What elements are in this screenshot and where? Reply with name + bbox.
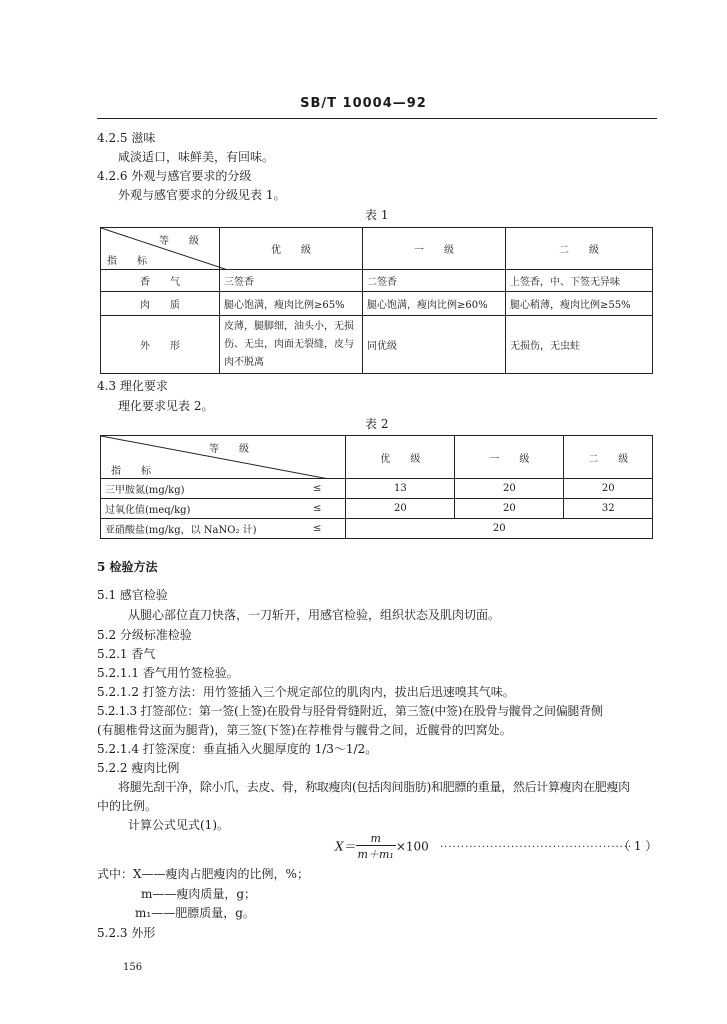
table2-diagonal-header (101, 436, 346, 479)
table-row (101, 270, 653, 292)
formula-rhs: ×100 (395, 839, 429, 854)
section-heading-5-2-3: 5.2.3 外形 (97, 926, 156, 940)
table-1 (100, 227, 653, 374)
table-cell: 20 (455, 479, 564, 499)
table-row (101, 499, 653, 519)
formula-equation-number: （ 1 ） (618, 839, 658, 853)
table-cell: 20 (346, 499, 455, 519)
table2-row-label: 过氧化值(meq/kg) (101, 499, 290, 519)
table1-row-label: 香 气 (101, 270, 220, 292)
table-cell-merged: 20 (346, 519, 653, 539)
clause-5-2-1-4: 5.2.1.4 打签深度：垂直插入火腿厚度的 1/3～1/2。 (97, 742, 378, 756)
table2-row-op: ≤ (289, 519, 346, 539)
table1-row-label: 外 形 (101, 316, 220, 374)
clause-5-2-1-1: 5.2.1.1 香气用竹签检验。 (97, 666, 239, 680)
table1-head-grade: 等 级 (159, 236, 199, 247)
table-cell: 腿心饱满，瘦肉比例≥60% (363, 292, 506, 316)
section-heading-5-2-2: 5.2.2 瘦肉比例 (97, 761, 180, 775)
section-heading-4-2-5: 4.2.5 滋味 (97, 131, 156, 145)
table2-row-label: 三甲胺氮(mg/kg) (101, 479, 290, 499)
table2-col-header: 优 级 (346, 436, 455, 479)
section-heading-4-3: 4.3 理化要求 (97, 379, 168, 393)
table1-col-header: 优 级 (220, 228, 363, 270)
clause-5-2-1-3-line1: 5.2.1.3 打签部位：第一签(上签)在股骨与胫骨骨缝附近，第三签(中签)在股骨与髋骨之间偏腿背侧 (97, 704, 603, 718)
table-cell: 13 (346, 479, 455, 499)
table-row (101, 292, 653, 316)
formula-1 (335, 832, 429, 862)
section-heading-5-2-1: 5.2.1 香气 (97, 647, 156, 661)
table-cell: 20 (564, 479, 653, 499)
where-m: m——瘦肉质量，g； (141, 887, 257, 901)
clause-5-2-1-3-line2: (有腿椎骨这面为腿背)，第三签(下签)在荐椎骨与髋骨之间，近髋骨的凹窝处。 (97, 723, 512, 737)
table-cell: 同优级 (363, 316, 506, 374)
section-heading-5-1: 5.1 感官检验 (97, 588, 168, 602)
where-x: 式中：X——瘦肉占肥瘦肉的比例，%； (97, 867, 309, 881)
formula-fraction (356, 832, 396, 862)
section-body-4-2-6: 外观与感官要求的分级见表 1。 (118, 188, 286, 202)
table-cell-line: 伤、无虫，肉面无裂缝，皮与 (224, 338, 354, 350)
formula-numerator: m (356, 832, 396, 846)
table2-row-op: ≤ (289, 499, 346, 519)
table1-head-index: 指 标 (107, 256, 147, 267)
formula-leader-dots: ·············································· (440, 842, 633, 853)
section-body-5-2-2-line2: 中的比例。 (97, 799, 158, 813)
table2-row-label: 亚硝酸盐(mg/kg，以 NaNO₂ 计) (101, 519, 290, 539)
table2-head-index: 指 标 (111, 466, 151, 477)
section-heading-5-2: 5.2 分级标准检验 (97, 628, 192, 642)
table2-col-header: 一 级 (455, 436, 564, 479)
table2-row-op: ≤ (289, 479, 346, 499)
table-cell: 腿心饱满，瘦肉比例≥65% (220, 292, 363, 316)
table-row (101, 479, 653, 499)
section-body-5-2-2-line1: 将腿先刮干净，除小爪，去皮、骨，称取瘦肉(包括肉间脂肪)和肥膘的重量，然后计算瘦肉在肥瘦肉 (118, 780, 630, 794)
table2-col-header: 二 级 (564, 436, 653, 479)
table-row (101, 519, 653, 539)
section-heading-4-2-6: 4.2.6 外观与感官要求的分级 (97, 169, 252, 183)
formula-intro: 计算公式见式(1)。 (128, 818, 229, 832)
table2-head-grade: 等 级 (209, 444, 249, 455)
table-cell-line: 肉不脱离 (224, 356, 264, 368)
section-heading-5: 5 检验方法 (97, 560, 158, 574)
formula-denominator: m＋m₁ (357, 848, 394, 861)
section-body-4-3: 理化要求见表 2。 (118, 399, 214, 413)
table-cell: 三签香 (220, 270, 363, 292)
table-cell: 二签香 (363, 270, 506, 292)
table-cell: 20 (455, 499, 564, 519)
formula-lhs: X＝ (335, 839, 356, 854)
table-2 (100, 435, 653, 539)
table-cell-multiline (220, 316, 363, 374)
table-row (101, 316, 653, 374)
table-cell: 32 (564, 499, 653, 519)
table1-diagonal-header (101, 228, 220, 270)
table-cell: 上签香，中、下签无异味 (506, 270, 653, 292)
clause-5-2-1-2: 5.2.1.2 打签方法：用竹签插入三个规定部位的肌肉内，拔出后迅速嗅其气味。 (97, 685, 515, 699)
table1-col-header: 二 级 (506, 228, 653, 270)
table1-row-label: 肉 质 (101, 292, 220, 316)
table1-col-header: 一 级 (363, 228, 506, 270)
table2-caption: 表 2 (365, 417, 389, 431)
table-cell: 无损伤，无虫蛀 (506, 316, 653, 374)
standard-code-header: SB/T 10004—92 (300, 96, 427, 111)
section-body-5-1: 从腿心部位直刀快落，一刀斩开，用感官检验，组织状态及肌肉切面。 (128, 608, 501, 622)
where-m1: m₁——肥膘质量，g。 (135, 906, 255, 920)
header-rule (97, 118, 657, 119)
table1-caption: 表 1 (365, 208, 389, 222)
page-number: 156 (123, 962, 143, 973)
table-cell: 腿心稍薄，瘦肉比例≥55% (506, 292, 653, 316)
table-cell-line: 皮薄，腿脚细，油头小，无损 (224, 320, 354, 332)
section-body-4-2-5: 咸淡适口，味鲜美，有回味。 (118, 150, 275, 164)
